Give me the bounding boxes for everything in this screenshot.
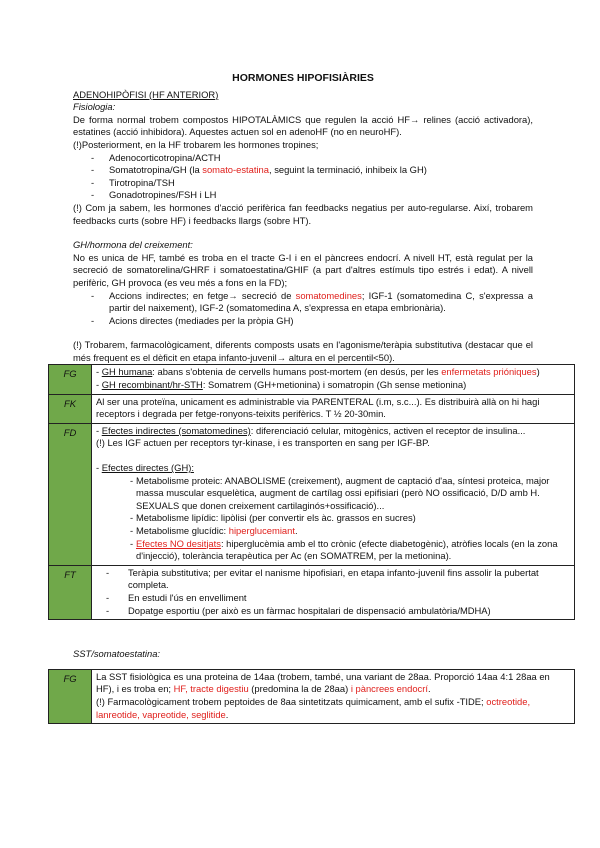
list-item: - Accions indirectes; en fetge→ secreció de somatomedines; IGF-1 (somatomedina C, s'expressa a partir del naixement), IGF-2 (somatomedina A, s'expressa en etapa embrionària). <box>91 290 533 315</box>
list-item: - Metabolisme lipídic: lipòlisi (per convertir els àc. grassos en sucres) <box>130 512 570 525</box>
cell-fk: Al ser una proteïna, unicament es administrable via PARENTERAL (i.m, s.c...). Es distribuirà allà on hi hagi receptors i degrada per fetge-ronyons-teixits perifèrics. T ½ 20-30min. <box>92 394 575 423</box>
section-heading-adenohipofisi: ADENOHIPÒFISI (HF ANTERIOR) <box>73 88 219 100</box>
cell-ft <box>92 565 575 619</box>
paragraph-fisiologia-3: (!) Com ja sabem, les hormones d'acció perifèrica fan feedbacks negatius per auto-regularse. Així, trobarem feedbacks curts (sobre HF) i feedbacks llargs (sobre HT). <box>73 201 533 226</box>
table-row-fd <box>49 423 575 565</box>
table-row-fg <box>49 365 575 394</box>
list-item: - Tirotropina/TSH <box>91 177 533 190</box>
gh-actions-list <box>73 290 533 328</box>
document-page <box>63 72 558 724</box>
table-row-ft <box>49 565 575 619</box>
subheading-gh: GH/hormona del creixement: <box>73 239 193 251</box>
paragraph-gh-1: No es unica de HF, també es troba en el tracte G-I i en el pàncrees endocrí. A nivell HT, està regulat per la secreció de somatorelina/GHRF i somatoestatina/GHIF (a part d'altres estímuls tipo estrés i edat). A nivell perifèric, GH provoca (es veu més a fons en la FD); <box>73 251 533 288</box>
row-label-fg: FG <box>49 365 92 394</box>
cell-fg: - GH humana: abans s'obtenia de cervells humans post-mortem (en desús, per les enfermetats prióniques) - GH recombinant/hr-STH: Somatrem (GH+metionina) i somatropin (Gh sense metionina) <box>92 365 575 394</box>
table-row-sst-fg <box>49 669 575 723</box>
direct-effects-list <box>96 475 570 563</box>
subheading-sst: SST/somatoestatina: <box>73 648 161 660</box>
paragraph-gh-2: (!) Trobarem, farmacològicament, diferents composts usats en l'agonisme/teràpia substitutiva (destacar que el més frequent es el dèficit en etapa infanto-juvenil→ altura en el percentil<50). <box>73 339 533 363</box>
list-item: - Adenocorticotropina/ACTH <box>91 152 533 165</box>
list-item: - Dopatge esportiu (per això es un fàrmac hospitalari de dispensació ambulatòria/MDHA) <box>106 605 570 618</box>
gh-pharmacology-table <box>48 364 575 620</box>
list-item: - Metabolisme glucídic: hiperglucemiant. <box>130 525 570 538</box>
cell-sst-fg: La SST fisiològica es una proteina de 14aa (trobem, també, una variant de 28aa. Proporció 14aa 4:1 28aa en HF), i es troba en; HF, tracte digestiu (predomina la de 28aa) i pàncrees endocrí. (!) Farmacològicament trobem peptoides de 8aa sintetitzats quimicament, amb el sufix -TIDE; octreotide, lanreotide, vapreotide, seglitide. <box>92 669 575 723</box>
page-title: HORMONES HIPOFISIÀRIES <box>232 72 374 84</box>
row-label-ft: FT <box>49 565 92 619</box>
row-label-sst-fg: FG <box>49 669 92 723</box>
list-item: - Gonadotropines/FSH i LH <box>91 189 533 202</box>
tropines-list <box>73 152 533 202</box>
sst-table <box>48 669 575 724</box>
list-item: - Acions directes (mediades per la pròpia GH) <box>91 315 533 328</box>
list-item: - Efectes NO desitjats: hiperglucèmia amb el tto crònic (efecte diabetogènic), atròfies locals (en la zona d'injecció), tolerància terapèutica per Ac (en SOMATREM, per la metionina). <box>130 538 570 563</box>
paragraph-fisiologia-2: (!)Posteriorment, en la HF trobarem les hormones tropines; <box>73 138 319 150</box>
list-item: - Somatotropina/GH (la somato-estatina, seguint la terminació, inhibeix la GH) <box>91 164 533 177</box>
subheading-fisiologia: Fisiologia: <box>73 101 116 113</box>
list-item: - Metabolisme proteic: ANABOLISME (creixement), augment de captació d'aa, síntesi proteica, major massa muscular esquelètica, augment de cartílag ossi epifisiari (però NO ossificació, D/D amb H. SEXUALS que donen creixement cartilaginós+ossificació)... <box>130 475 570 513</box>
cell-fd: - Efectes indirectes (somatomedines): diferenciació celular, mitogènics, activen el receptor de insulina... (!) Les IGF actuen per receptors tyr-kinase, i es transporten en sang per IGF-BP. - Efectes directes (GH): - Metabolisme proteic: ANABOLISME (creixement), augment de captació d'aa, síntesi proteica, major massa muscular esquelètica, augment de cartílag ossi epifisiari (però NO ossificació, D/D amb H. SEXUALS que donen creixement cartilaginós+ossificació)... - Metabolisme lipídic: lipòlisi (per convertir els àc. grassos en sucres) - Metabolisme glucídic: hiperglucemiant. - Efectes NO desitjats: hiperglucèmia amb el tto crònic (efecte diabetogènic), atròfies locals (en la zona d'injecció), tolerància terapèutica per Ac (en SOMATREM, per la metionina). <box>92 423 575 565</box>
list-item: - En estudi l'ús en envelliment <box>106 592 570 605</box>
row-label-fk: FK <box>49 394 92 423</box>
row-label-fd: FD <box>49 423 92 565</box>
table-row-fk <box>49 394 575 423</box>
list-item: - Teràpia substitutiva; per evitar el nanisme hipofisiari, en etapa infanto-juvenil fins assolir la pubertat completa. <box>106 567 570 592</box>
paragraph-fisiologia-1: De forma normal trobem compostos HIPOTALÀMICS que regulen la acció HF→ relines (acció activadora), estatines (acció inhibidora). Aquestes actuen sol en adenoHF (no en neuroHF). <box>73 113 533 138</box>
ft-list <box>96 567 570 617</box>
